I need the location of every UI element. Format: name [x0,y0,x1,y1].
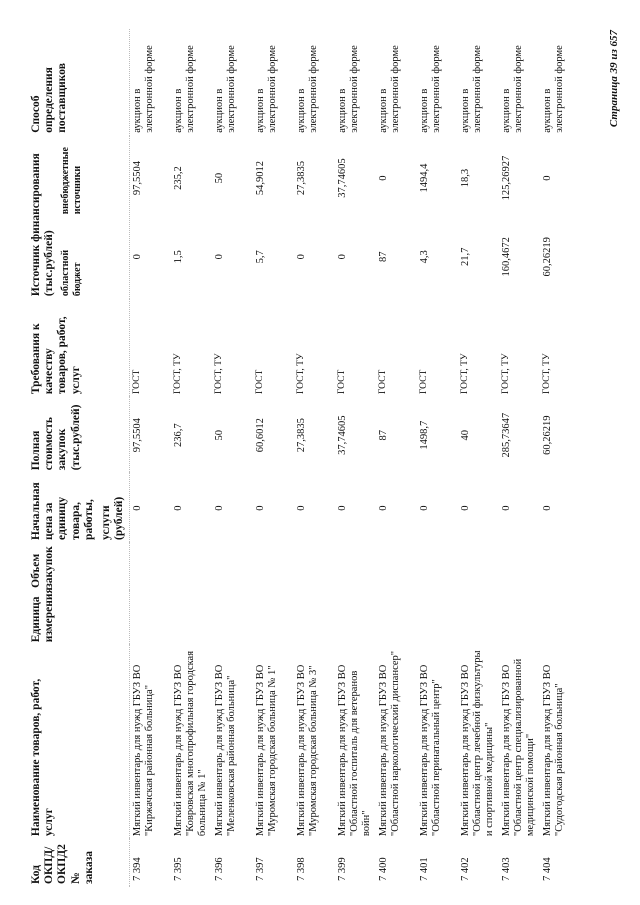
cell-name: Мягкий инвентарь для нужд ГБУЗ ВО "Меленковская районная больница" [213,664,237,837]
cell-volume [376,543,417,591]
cell-funding [171,136,212,299]
header-name: Наименование товаров, работ, услуг [28,645,129,839]
cell-funding [294,136,335,299]
cell-method: аукцион в электронной форме [336,45,360,133]
cell-unit [294,591,335,645]
cell-funding-regional: 87 [377,251,389,263]
cell-requirements: ГОСТ, ТУ [459,353,470,395]
cell-unit-price: 0 [459,505,471,511]
cell-code: 7 395 [172,857,184,881]
cell-volume [212,543,253,591]
cell-volume [499,543,540,591]
header-unit-price [28,473,129,543]
header-volume: Объем закупок [28,543,129,591]
table-row [540,29,581,887]
cell-name: Мягкий инвентарь для нужд ГБУЗ ВО "Областной наркологический диспансер" [377,650,401,837]
cell-method: аукцион в электронной форме [418,45,442,133]
cell-full-cost: 285,73647 [500,412,512,458]
cell-funding-regional: 1,5 [172,250,184,264]
header-requirements: Требования к качеству товаров, работ, услуг [28,299,129,397]
cell-unit-price: 0 [377,505,389,511]
cell-requirements: ГОСТ [254,369,265,395]
cell-volume [540,543,581,591]
table-row [212,29,253,887]
cell-code: 7 402 [459,857,471,881]
cell-funding-regional: 5,7 [254,250,266,264]
cell-funding [376,136,417,299]
cell-unit [417,591,458,645]
cell-funding [417,136,458,299]
cell-method: аукцион в электронной форме [500,45,524,133]
table-row [294,29,335,887]
cell-full-cost: 236,7 [172,423,184,447]
table-row [499,29,540,887]
cell-unit-price: 0 [336,505,348,511]
table-row [417,29,458,887]
cell-unit-price: 0 [500,505,512,511]
cell-name: Мягкий инвентарь для нужд ГБУЗ ВО "Киржачская районная больница" [131,664,155,837]
cell-full-cost: 60,26219 [541,415,553,455]
cell-full-cost: 37,74605 [336,415,348,455]
header-funding-title: Источник финансирования (тыс.рублей) [30,153,56,297]
table-row [458,29,499,887]
header-method: Способ определения поставщиков [28,29,129,136]
cell-method: аукцион в электронной форме [459,45,483,133]
cell-funding-extra: 37,74605 [336,158,348,198]
header-full-cost: Полная стоимость закупок (тыс.рублей) [28,397,129,473]
table-row [376,29,417,887]
cell-funding-regional: 0 [131,254,143,260]
cell-requirements: ГОСТ [377,369,388,395]
cell-full-cost: 60,6012 [254,418,266,453]
cell-funding-extra: 27,3835 [295,161,307,196]
header-row [28,29,129,887]
cell-unit [212,591,253,645]
cell-volume [294,543,335,591]
cell-method: аукцион в электронной форме [377,45,401,133]
cell-requirements: ГОСТ [418,369,429,395]
cell-name: Мягкий инвентарь для нужд ГБУЗ ВО "Судогодская районная больница" [541,664,565,837]
cell-volume [417,543,458,591]
cell-code: 7 401 [418,857,430,881]
cell-funding-extra: 0 [377,175,389,181]
cell-funding [212,136,253,299]
cell-name: Мягкий инвентарь для нужд ГБУЗ ВО "Ковровская многопрофильная городская больница № 1" [172,650,208,837]
cell-unit [335,591,376,645]
header-unit-price-text: Начальная цена за единицу товара, работы, [30,482,95,540]
page-number: Страница 39 из 657 [608,30,620,128]
cell-funding-extra: 0 [541,175,553,181]
cell-unit [540,591,581,645]
cell-funding-regional: 4,3 [418,250,430,264]
cell-requirements: ГОСТ, ТУ [172,353,183,395]
cell-code: 7 397 [254,857,266,881]
cell-name: Мягкий инвентарь для нужд ГБУЗ ВО "Муромская городская больница № 1" [254,664,278,837]
cell-name: Мягкий инвентарь для нужд ГБУЗ ВО "Областной госпиталь для ветеранов войн" [336,664,372,837]
cell-funding [499,136,540,299]
header-funding-extra: внебюджетные источники [60,147,83,215]
header-unit-price-sub: услуги (рублей) [100,496,126,540]
cell-funding-regional: 60,26219 [541,237,553,277]
header-funding [28,136,129,299]
cell-name: Мягкий инвентарь для нужд ГБУЗ ВО "Муромская городская больница № 3" [295,664,319,837]
cell-method: аукцион в электронной форме [131,45,155,133]
cell-requirements: ГОСТ [336,369,347,395]
cell-funding-extra: 1494,4 [418,163,430,193]
cell-volume [335,543,376,591]
cell-funding-regional: 0 [213,254,225,260]
cell-funding-extra: 54,9012 [254,161,266,196]
cell-funding [253,136,294,299]
cell-method: аукцион в электронной форме [213,45,237,133]
cell-funding-extra: 125,26927 [500,155,512,201]
cell-unit-price: 0 [131,505,143,511]
table-row [253,29,294,887]
cell-unit-price: 0 [254,505,266,511]
cell-volume [253,543,294,591]
cell-funding [335,136,376,299]
cell-requirements: ГОСТ, ТУ [500,353,511,395]
cell-unit [253,591,294,645]
cell-code: 7 404 [541,857,553,881]
cell-full-cost: 87 [377,429,389,441]
table-row [335,29,376,887]
cell-requirements: ГОСТ, ТУ [295,353,306,395]
cell-name: Мягкий инвентарь для нужд ГБУЗ ВО "Областной центр лечебной физкультуры и спортивной медицины" [459,650,495,837]
cell-method: аукцион в электронной форме [541,45,565,133]
cell-requirements: ГОСТ [131,369,142,395]
header-unit: Единица измерения [28,591,129,645]
cell-code: 7 396 [213,857,225,881]
cell-funding-regional: 21,7 [459,247,471,266]
cell-full-cost: 1498,7 [418,420,430,450]
cell-volume [458,543,499,591]
header-code: Код ОКПД/ ОКПД2 № заказа [28,839,129,887]
cell-unit-price: 0 [418,505,430,511]
cell-unit-price: 0 [172,505,184,511]
cell-code: 7 403 [500,857,512,881]
cell-code: 7 394 [131,857,143,881]
procurement-table [28,29,581,887]
cell-method: аукцион в электронной форме [295,45,319,133]
cell-requirements: ГОСТ, ТУ [213,353,224,395]
cell-full-cost: 27,3835 [295,418,307,453]
cell-funding [458,136,499,299]
cell-code: 7 400 [377,857,389,881]
cell-volume [171,543,212,591]
cell-code: 7 399 [336,857,348,881]
cell-name: Мягкий инвентарь для нужд ГБУЗ ВО "Областной центр специализированной медицинской помощи" [500,658,536,837]
cell-unit [499,591,540,645]
cell-funding [129,136,171,299]
cell-unit [171,591,212,645]
cell-unit-price: 0 [213,505,225,511]
cell-unit [129,591,171,645]
cell-method: аукцион в электронной форме [254,45,278,133]
cell-funding-extra: 97,5504 [131,161,143,196]
cell-unit [376,591,417,645]
cell-name: Мягкий инвентарь для нужд ГБУЗ ВО "Областной перинатальный центр" [418,664,442,837]
cell-method: аукцион в электронной форме [172,45,196,133]
cell-full-cost: 50 [213,429,225,441]
cell-funding-extra: 18,3 [459,168,471,188]
cell-unit [458,591,499,645]
cell-funding-regional: 160,4672 [500,237,512,277]
cell-funding-extra: 235,2 [172,166,184,190]
cell-funding [540,136,581,299]
cell-funding-regional: 0 [336,254,348,260]
cell-funding-regional: 0 [295,254,307,260]
cell-requirements: ГОСТ, ТУ [541,353,552,395]
cell-unit-price: 0 [541,505,553,511]
cell-full-cost: 97,5504 [131,418,143,453]
cell-unit-price: 0 [295,505,307,511]
cell-funding-extra: 50 [213,172,225,184]
cell-volume [129,543,171,591]
cell-full-cost: 40 [459,429,471,441]
cell-code: 7 398 [295,857,307,881]
table-row [129,29,171,887]
header-funding-regional: областной бюджет [60,249,83,297]
table-row [171,29,212,887]
